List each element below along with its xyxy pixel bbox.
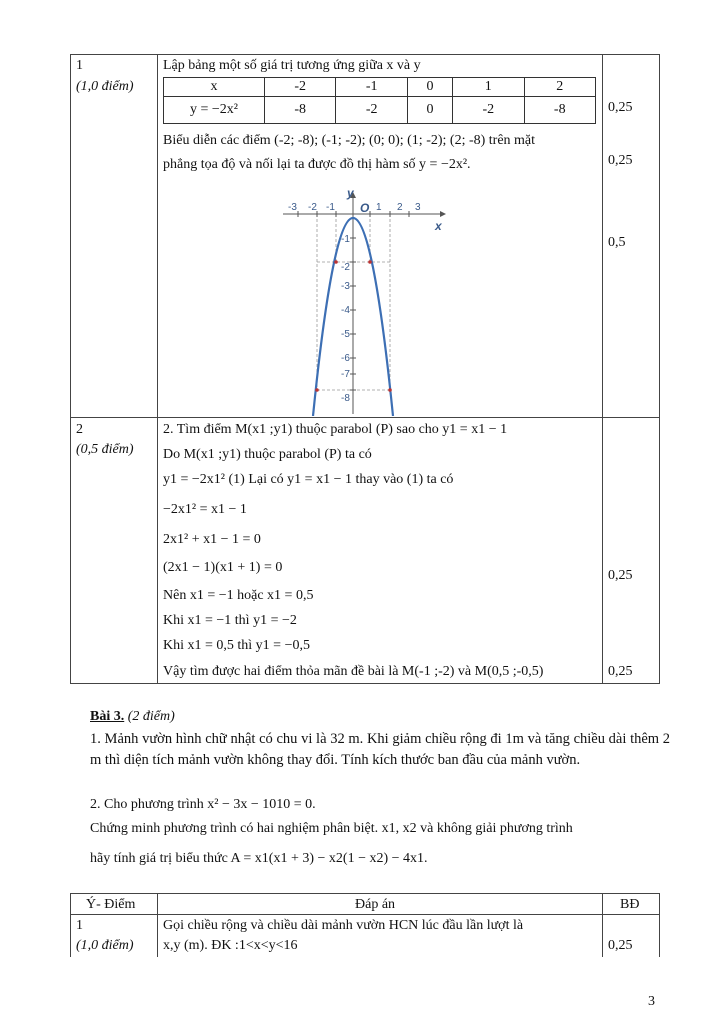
answer-row1-score: 0,25: [608, 938, 633, 953]
row1-points: (1,0 điểm): [76, 79, 134, 94]
y-tick-label: -7: [341, 369, 350, 380]
bai3-paragraph-3: Chứng minh phương trình có hai nghiệm phân biệt. x1, x2 và không giải phương trình: [90, 821, 573, 836]
answer-row1-line2: x,y (m). ĐK :1<x<y<16: [163, 938, 298, 953]
table-cell: 1: [453, 78, 524, 97]
table-cell: -8: [265, 97, 336, 124]
page-number: 3: [648, 994, 655, 1009]
y-tick-label: -2: [341, 262, 350, 273]
row2-id: 2: [76, 422, 83, 437]
score: 0,25: [608, 664, 633, 679]
values-table: [163, 77, 596, 124]
bai3-paragraph-2: 2. Cho phương trình x² − 3x − 1010 = 0.: [90, 797, 316, 812]
solution-line: Nên x1 = −1 hoặc x1 = 0,5: [163, 588, 314, 603]
origin-label: O: [360, 201, 370, 215]
table-cell: 0: [407, 97, 452, 124]
y-tick-label: -8: [341, 393, 350, 404]
answer-row1-line1: Gọi chiều rộng và chiều dài mảnh vườn HCN lúc đầu lần lượt là: [163, 918, 524, 933]
plot-line2: phẳng tọa độ và nối lại ta được đồ thị hàm số y = −2x².: [163, 157, 471, 172]
y-axis-label: y: [347, 188, 354, 200]
answer-row1-points: (1,0 điểm): [76, 938, 134, 953]
solution-line: y1 = −2x1² (1) Lại có y1 = x1 − 1 thay vào (1) ta có: [163, 472, 454, 487]
bai3-heading: [90, 709, 175, 725]
solution-line: 2x1² + x1 − 1 = 0: [163, 532, 261, 547]
x-tick-label: -3: [288, 202, 297, 213]
score: 0,5: [608, 235, 626, 250]
x-axis-label: x: [435, 219, 442, 233]
solution-line: Khi x1 = 0,5 thì y1 = −0,5: [163, 638, 310, 653]
table-cell: -2: [265, 78, 336, 97]
solution-line: (2x1 − 1)(x1 + 1) = 0: [163, 560, 283, 575]
table-cell: -2: [336, 97, 407, 124]
bai3-title: Bài 3.: [90, 709, 125, 724]
table-cell: -2: [453, 97, 524, 124]
solution-line: Khi x1 = −1 thì y1 = −2: [163, 613, 297, 628]
plot-line1: Biểu diễn các điểm (-2; -8); (-1; -2); (0; 0); (1; -2); (2; -8) trên mặt: [163, 133, 536, 148]
x-tick-label: 2: [397, 202, 403, 213]
y-tick-label: -1: [341, 234, 350, 245]
row2-points: (0,5 điểm): [76, 442, 134, 457]
score: 0,25: [608, 100, 633, 115]
table-x-label: x: [164, 78, 265, 97]
bai3-paragraph-4: hãy tính giá trị biểu thức A = x1(x1 + 3) − x2(1 − x2) − 4x1.: [90, 851, 428, 866]
solution-line: Do M(x1 ;y1) thuộc parabol (P) ta có: [163, 447, 372, 462]
bai3-points: (2 điểm): [127, 709, 175, 724]
parabola-graph: [275, 188, 450, 416]
y-tick-label: -6: [341, 353, 350, 364]
y-tick-label: -5: [341, 329, 350, 340]
x-tick-label: -1: [326, 202, 335, 213]
header-bd: BĐ: [620, 897, 640, 912]
row1-intro: Lập bảng một số giá trị tương ứng giữa x và y: [163, 58, 421, 73]
solution-line: 2. Tìm điểm M(x1 ;y1) thuộc parabol (P) sao cho y1 = x1 − 1: [163, 422, 508, 437]
bai3-paragraph-1: 1. Mảnh vườn hình chữ nhật có chu vi là 32 m. Khi giảm chiều rộng đi 1m và tăng chiều dài thêm 2 m thì diện tích mảnh vườn không thay đổi. Tính kích thước ban đầu của mảnh vườn.: [90, 731, 670, 768]
header-dap-an: Đáp án: [355, 897, 396, 912]
score: 0,25: [608, 153, 633, 168]
table-cell: -8: [524, 97, 595, 124]
y-tick-label: -3: [341, 281, 350, 292]
table-cell: 2: [524, 78, 595, 97]
solution-line: −2x1² = x1 − 1: [163, 502, 247, 517]
header-y-diem: Ý- Điểm: [86, 897, 136, 912]
y-tick-label: -4: [341, 305, 350, 316]
answer-row1-id: 1: [76, 918, 83, 933]
x-tick-label: -2: [308, 202, 317, 213]
x-tick-label: 3: [415, 202, 421, 213]
x-tick-label: 1: [376, 202, 382, 213]
table-cell: -1: [336, 78, 407, 97]
table-cell: 0: [407, 78, 452, 97]
table-y-label: y = −2x²: [164, 97, 265, 124]
solution-line: Vậy tìm được hai điểm thỏa mãn đề bài là M(-1 ;-2) và M(0,5 ;-0,5): [163, 664, 544, 679]
row1-id: 1: [76, 58, 83, 73]
score: 0,25: [608, 568, 633, 583]
